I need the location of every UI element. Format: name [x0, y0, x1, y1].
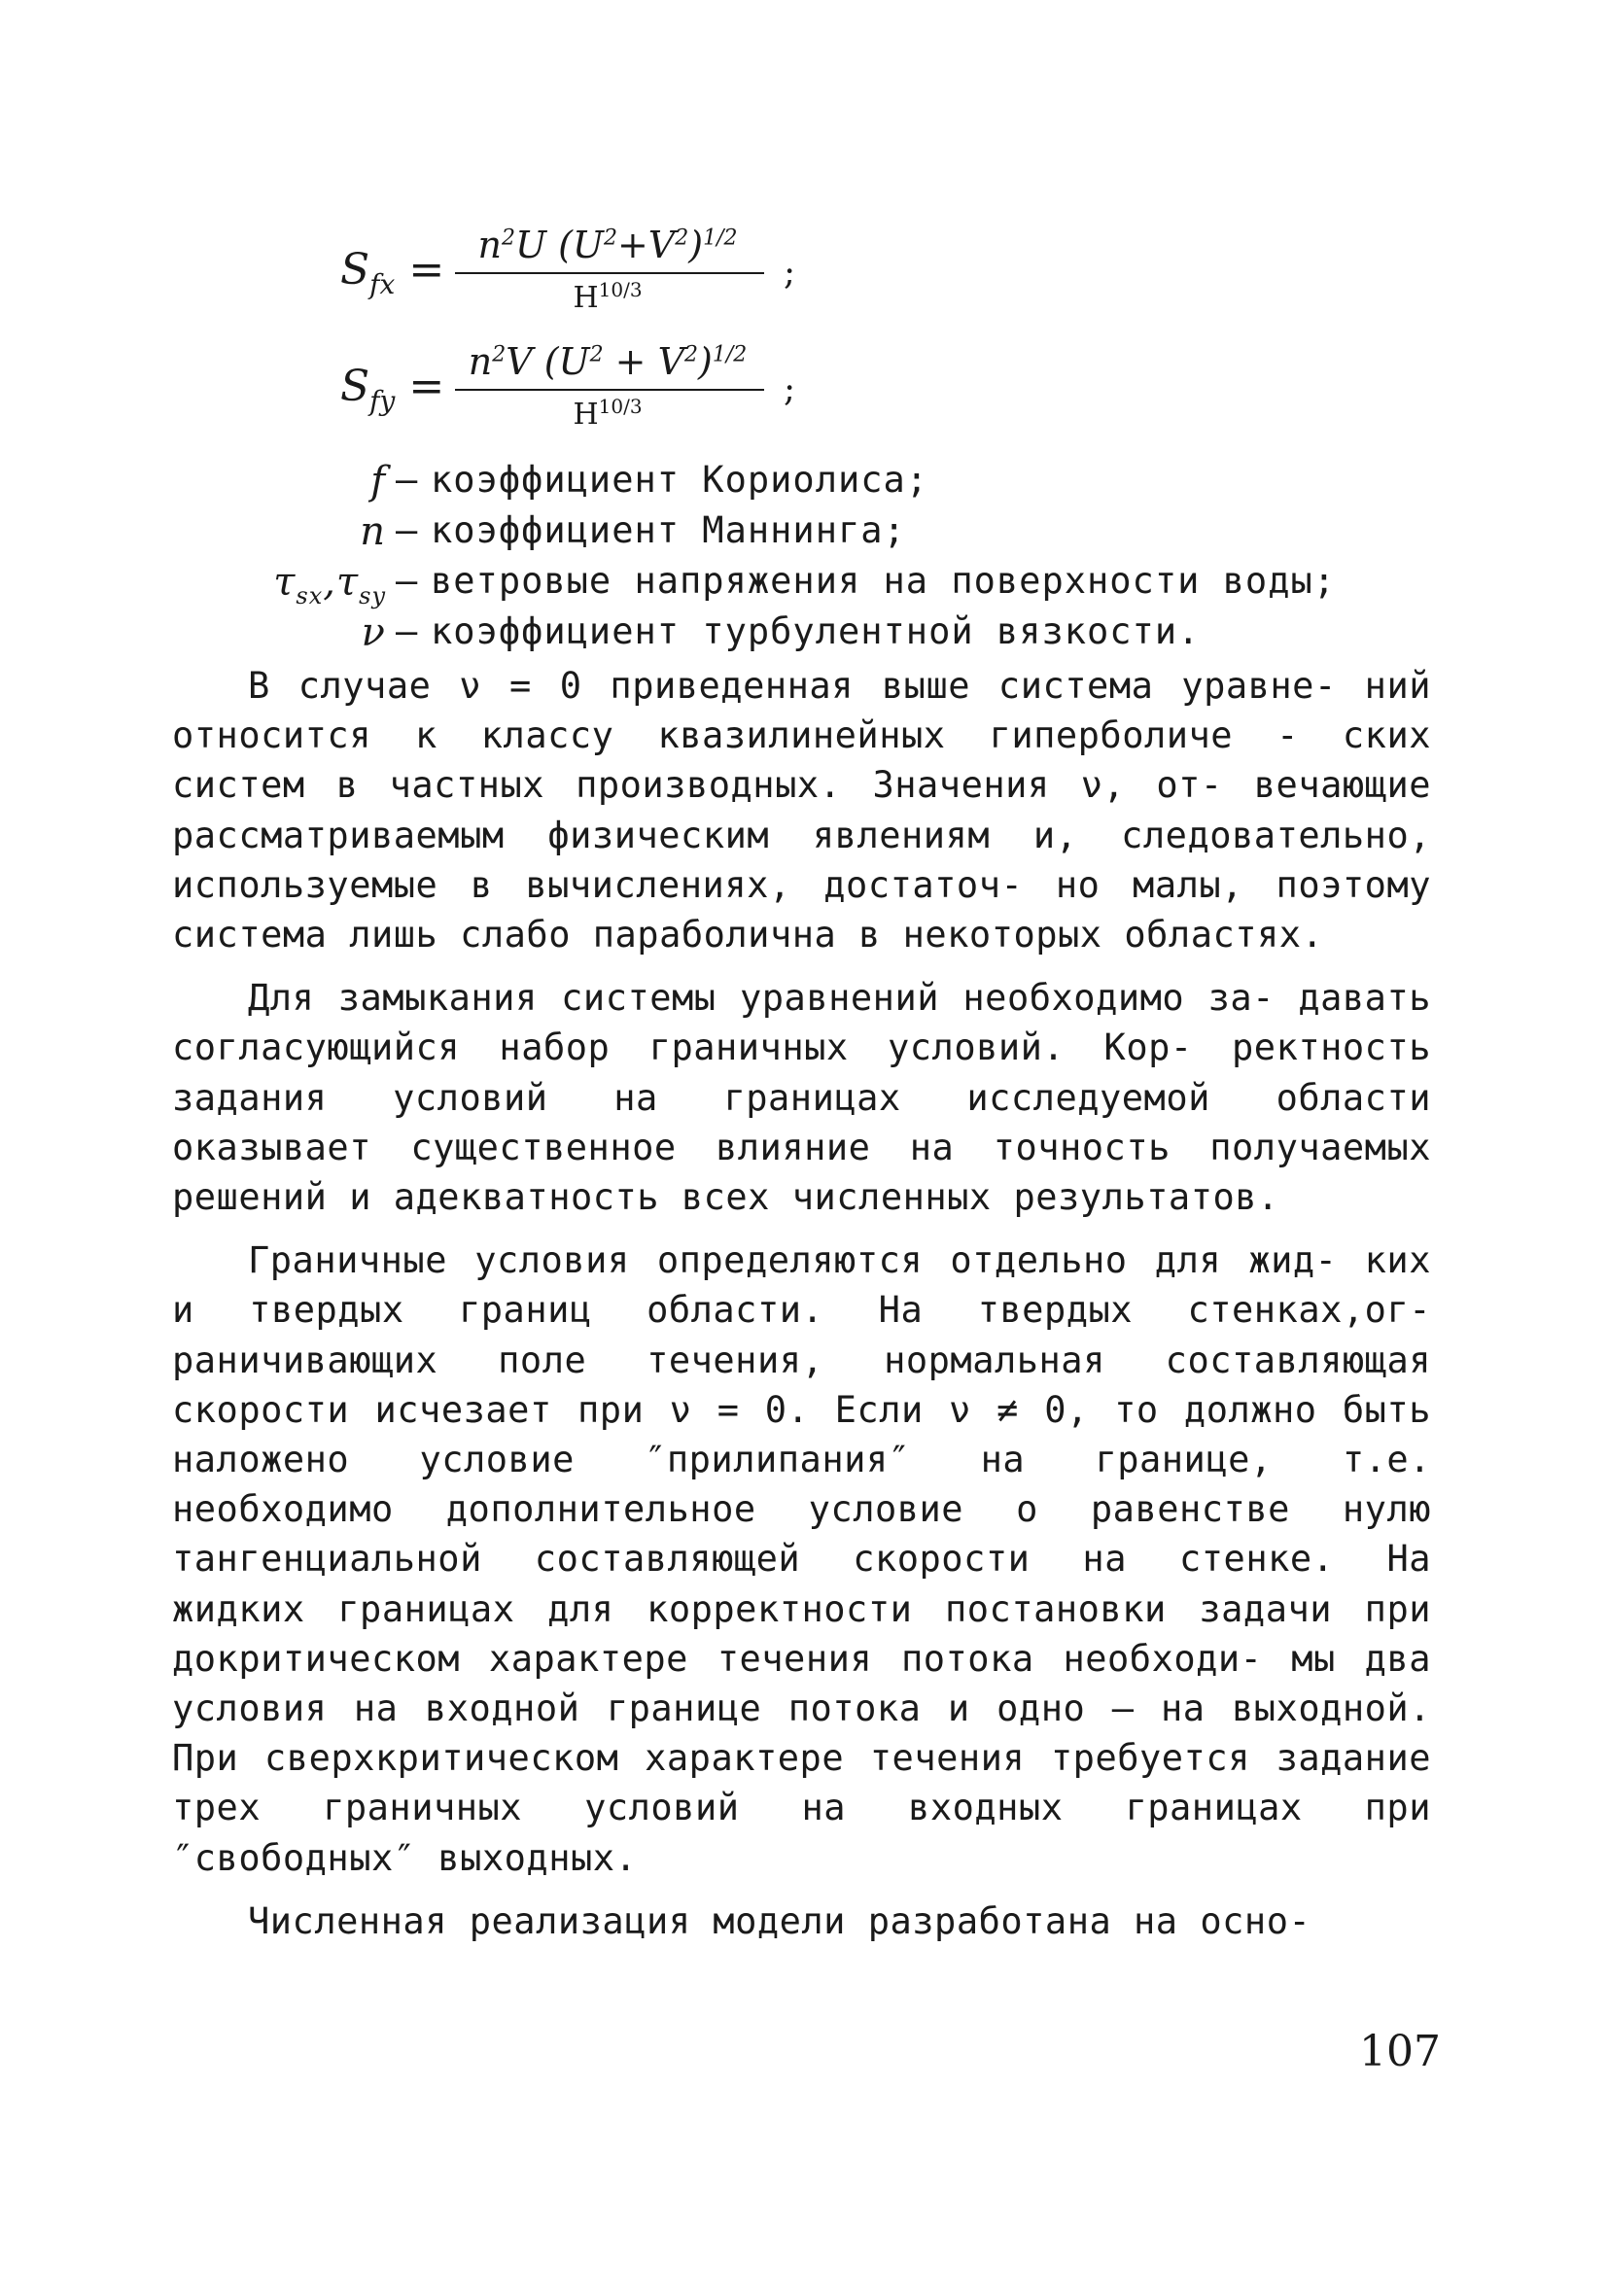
definition-row — [170, 560, 1434, 610]
definition-dash: – — [396, 610, 419, 652]
definition-text: коэффициент Маннинга; — [431, 509, 906, 551]
definition-row — [170, 509, 1434, 560]
formula-sfx — [340, 224, 846, 330]
definition-symbol: ν — [361, 610, 386, 655]
definition-dash: – — [396, 459, 419, 501]
definition-row — [170, 610, 1434, 661]
formula-sfy — [340, 340, 846, 447]
fraction-bar — [455, 272, 764, 274]
definition-symbol: $\tau_{sx},\tau_{sy}$ — [273, 560, 386, 609]
formula-terminator: ; — [784, 369, 796, 409]
formula-denominator: $H^{10/3}$ — [573, 278, 643, 315]
paragraph: Граничные условия определяются отдельно для жид- ких и твердых границ области. На твердых стенках,ог- раничивающих поле течения, нормальная составляющая скорости исчезает при ν = 0. Если ν ≠ 0, то должно быть наложено условие ″прилипания″ на границе, т.е. необходимо дополнительное условие о равенстве нулю тангенциальной составляющей скорости на стенке. На жидких границах для корректности постановки задачи при докритическом характере течения потока необходи- мы два условия на входной границе потока и одно – на выходной. При сверхкритическом характере течения требуется задание трех граничных условий на входных границах при ″свободных″ выходных. — [172, 1239, 1431, 1879]
fraction-bar — [455, 389, 764, 391]
formula-lhs: $S_{fy}$ = — [340, 362, 445, 417]
formula-numerator: $n^2V$ $(U^2 + V^2)^{1/2}$ — [468, 340, 748, 383]
formula-numerator: $n^2U$ $(U^2+V^2)^{1/2}$ — [477, 224, 738, 266]
definition-row — [170, 459, 1434, 509]
paragraph: Для замыкания системы уравнений необходимо за- давать согласующийся набор граничных условий. Кор- ректность задания условий на границах исследуемой области оказывает существенное влияние на точность получаемых решений и адекватность всех численных результатов. — [172, 977, 1431, 1219]
definition-symbol: n — [360, 509, 386, 554]
paragraph: В случае ν = 0 приведенная выше система уравне- ний относится к классу квазилинейных гиперболиче - ских систем в частных производных. Значения ν, от- вечающие рассматриваемым физическим явлениям и, следовательно, используемые в вычислениях, достаточ- но малы, поэтому система лишь слабо параболична в некоторых областях. — [172, 665, 1431, 957]
formula-lhs: $S_{fx}$ = — [340, 245, 445, 300]
definition-symbol: f — [370, 459, 386, 504]
body-text — [172, 661, 1431, 1946]
paragraph: Численная реализация модели разработана на осно- — [248, 1899, 1311, 1942]
definition-text: коэффициент Кориолиса; — [431, 459, 929, 501]
definition-text: ветровые напряжения на поверхности воды; — [431, 560, 1337, 602]
definition-text: коэффициент турбулентной вязкости. — [431, 610, 1201, 652]
symbol-definitions — [170, 459, 1434, 661]
formula-denominator: $H^{10/3}$ — [573, 395, 643, 432]
page-number: 107 — [1359, 2027, 1441, 2076]
formula-terminator: ; — [784, 253, 796, 293]
definition-dash: – — [396, 509, 419, 551]
definition-dash: – — [396, 560, 419, 602]
